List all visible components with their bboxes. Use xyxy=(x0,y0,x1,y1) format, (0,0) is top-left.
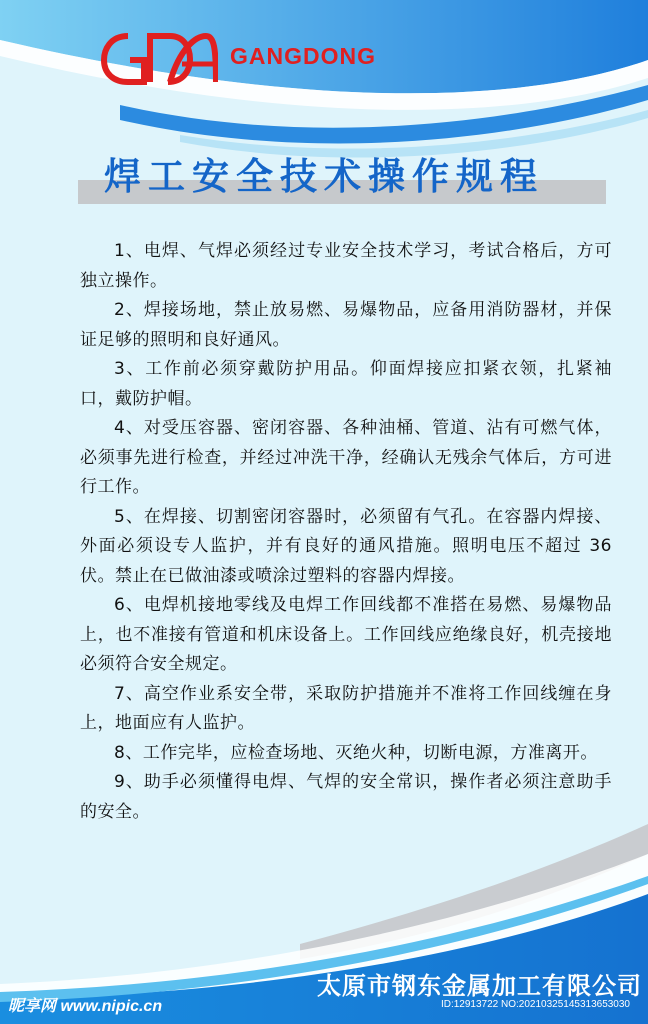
brand-name: GANGDONG xyxy=(230,43,376,69)
page-title: 焊工安全技术操作规程 xyxy=(104,155,544,198)
rule-item: 1、电焊、气焊必须经过专业安全技术学习，考试合格后，方可独立操作。 xyxy=(80,241,612,291)
rule-item: 3、工作前必须穿戴防护用品。仰面焊接应扣紧衣领，扎紧袖口，戴防护帽。 xyxy=(80,359,612,409)
rule-item: 4、对受压容器、密闭容器、各种油桶、管道、沾有可燃气体，必须事先进行检查，并经过冲洗干净，经确认无残余气体后，方可进行工作。 xyxy=(80,418,612,497)
watermark-site: 昵享网 www.nipic.cn xyxy=(8,998,163,1015)
gangdong-logo-icon xyxy=(100,28,218,88)
rule-item: 9、助手必须懂得电焊、气焊的安全常识，操作者必须注意助手的安全。 xyxy=(80,772,612,822)
rule-item: 5、在焊接、切割密闭容器时，必须留有气孔。在容器内焊接、外面必须设专人监护，并有良好的通风措施。照明电压不超过 36 伏。禁止在已做油漆或喷涂过塑料的容器内焊接。 xyxy=(80,506,612,586)
rule-item: 7、高空作业系安全带，采取防护措施并不准将工作回线缠在身上，地面应有人监护。 xyxy=(80,683,612,733)
rule-item: 8、工作完毕，应检查场地、灭绝火种，切断电源，方准离开。 xyxy=(114,742,598,763)
watermark-id: ID:12913722 NO:20210325145313653030 xyxy=(440,999,630,1010)
rule-item: 6、电焊机接地零线及电焊工作回线都不准搭在易燃、易爆物品上，也不准接有管道和机床设备上。工作回线应绝缘良好，机壳接地必须符合安全规定。 xyxy=(80,595,612,674)
top-wave-decoration xyxy=(0,0,648,170)
rules-list xyxy=(80,237,612,827)
company-name: 太原市钢东金属加工有限公司 xyxy=(317,972,642,1000)
rule-item: 2、焊接场地，禁止放易燃、易爆物品，应备用消防器材，并保证足够的照明和良好通风。 xyxy=(80,300,612,350)
